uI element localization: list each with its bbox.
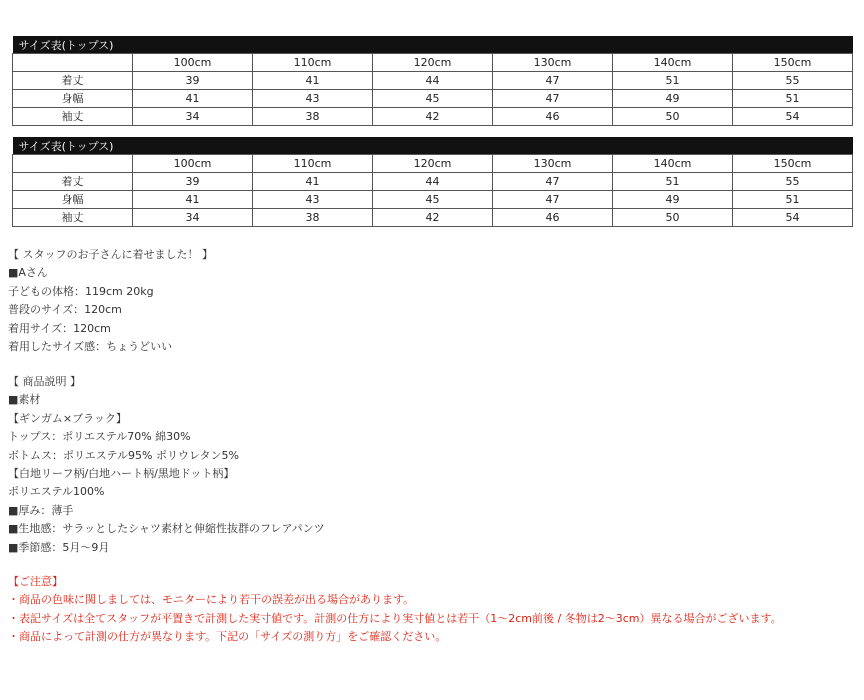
table-cell: 47: [493, 191, 613, 209]
table-cell: 43: [253, 90, 373, 108]
size-column-header: 120cm: [373, 155, 493, 173]
size-header-row: [13, 54, 853, 72]
row-label: 着丈: [13, 173, 133, 191]
size-column-header: 130cm: [493, 54, 613, 72]
child-body-size: 子どもの体格：119cm 20kg: [8, 284, 154, 298]
table-cell: 47: [493, 173, 613, 191]
table-cell: 41: [133, 191, 253, 209]
table-cell: 39: [133, 173, 253, 191]
staff-name: ■Aさん: [8, 266, 48, 280]
table-cell: 55: [733, 72, 853, 90]
size-table-title: サイズ表(トップス): [13, 137, 853, 155]
table-cell: 47: [493, 72, 613, 90]
table-cell: 44: [373, 173, 493, 191]
size-column-header: 110cm: [253, 54, 373, 72]
table-cell: 38: [253, 209, 373, 227]
table-cell: 41: [253, 173, 373, 191]
worn-size: 着用サイズ：120cm: [8, 321, 111, 335]
notice-heading: 【ご注意】: [8, 575, 63, 588]
table-row: [13, 209, 853, 227]
table-cell: 49: [613, 191, 733, 209]
table-cell: 34: [133, 209, 253, 227]
table-cell: 34: [133, 108, 253, 126]
size-column-header: 150cm: [733, 155, 853, 173]
table-cell: 49: [613, 90, 733, 108]
table-cell: 38: [253, 108, 373, 126]
table-cell: 44: [373, 72, 493, 90]
size-table-2: [12, 137, 853, 227]
table-cell: 51: [733, 90, 853, 108]
table-cell: 55: [733, 173, 853, 191]
size-column-header: 140cm: [613, 54, 733, 72]
size-column-header: 140cm: [613, 155, 733, 173]
row-label: 着丈: [13, 72, 133, 90]
thickness: ■厚み：薄手: [8, 503, 74, 517]
table-row: [13, 173, 853, 191]
notice-method: ・商品によって計測の仕方が異なります。下記の「サイズの測り方」をご確認ください。: [8, 630, 447, 644]
section-heading: 【 スタッフのお子さんに着せました！ 】: [8, 248, 213, 261]
notice-color: ・商品の色味に関しましては、モニターにより若干の誤差が出る場合があります。: [8, 593, 415, 607]
size-column-header: 100cm: [133, 155, 253, 173]
table-cell: 51: [613, 173, 733, 191]
notice-measurement: ・表記サイズは全てスタッフが平置きで計測した実寸値です。計測の仕方により実寸値とは若干（1～2cm前後 / 冬物は2～3cm）異なる場合がございます。: [8, 611, 782, 625]
season: ■季節感：5月～9月: [8, 540, 110, 554]
table-cell: 45: [373, 191, 493, 209]
size-column-header: 110cm: [253, 155, 373, 173]
table-cell: 45: [373, 90, 493, 108]
material-heading: ■素材: [8, 393, 41, 407]
table-cell: 47: [493, 90, 613, 108]
table-cell: 51: [733, 191, 853, 209]
usual-size: 普段のサイズ：120cm: [8, 303, 122, 317]
product-description-section: [8, 373, 325, 557]
table-row: [13, 72, 853, 90]
table-cell: 42: [373, 209, 493, 227]
table-cell: 43: [253, 191, 373, 209]
table-cell: 41: [133, 90, 253, 108]
table-cell: 41: [253, 72, 373, 90]
header-corner-cell: [13, 54, 133, 72]
patterns-material: ポリエステル100%: [8, 485, 105, 499]
row-label: 袖丈: [13, 108, 133, 126]
header-corner-cell: [13, 155, 133, 173]
bottoms-material: ボトムス：ポリエステル95% ポリウレタン5%: [8, 448, 239, 462]
variant-patterns: 【白地リーフ柄/白地ハート柄/黒地ドット柄】: [8, 467, 235, 481]
variant-gingham-black: 【ギンガム×ブラック】: [8, 411, 127, 425]
size-header-row: [13, 155, 853, 173]
size-table-1: [12, 36, 853, 126]
size-table-title: サイズ表(トップス): [13, 36, 853, 54]
tops-material: トップス：ポリエステル70% 綿30%: [8, 430, 191, 444]
table-cell: 54: [733, 108, 853, 126]
table-row: [13, 90, 853, 108]
staff-fitting-section: [8, 246, 213, 356]
table-row: [13, 108, 853, 126]
section-heading: 【 商品説明 】: [8, 375, 81, 388]
table-cell: 50: [613, 209, 733, 227]
table-cell: 50: [613, 108, 733, 126]
size-column-header: 130cm: [493, 155, 613, 173]
fabric-feel: ■生地感：サラッとしたシャツ素材と伸縮性抜群のフレアパンツ: [8, 522, 325, 536]
table-row: [13, 191, 853, 209]
row-label: 身幅: [13, 191, 133, 209]
table-cell: 42: [373, 108, 493, 126]
size-column-header: 150cm: [733, 54, 853, 72]
table-cell: 46: [493, 209, 613, 227]
size-column-header: 100cm: [133, 54, 253, 72]
table-cell: 46: [493, 108, 613, 126]
table-cell: 54: [733, 209, 853, 227]
size-column-header: 120cm: [373, 54, 493, 72]
fit-impression: 着用したサイズ感：ちょうどいい: [8, 340, 173, 354]
notice-section: [8, 573, 782, 647]
table-cell: 39: [133, 72, 253, 90]
row-label: 身幅: [13, 90, 133, 108]
row-label: 袖丈: [13, 209, 133, 227]
table-cell: 51: [613, 72, 733, 90]
